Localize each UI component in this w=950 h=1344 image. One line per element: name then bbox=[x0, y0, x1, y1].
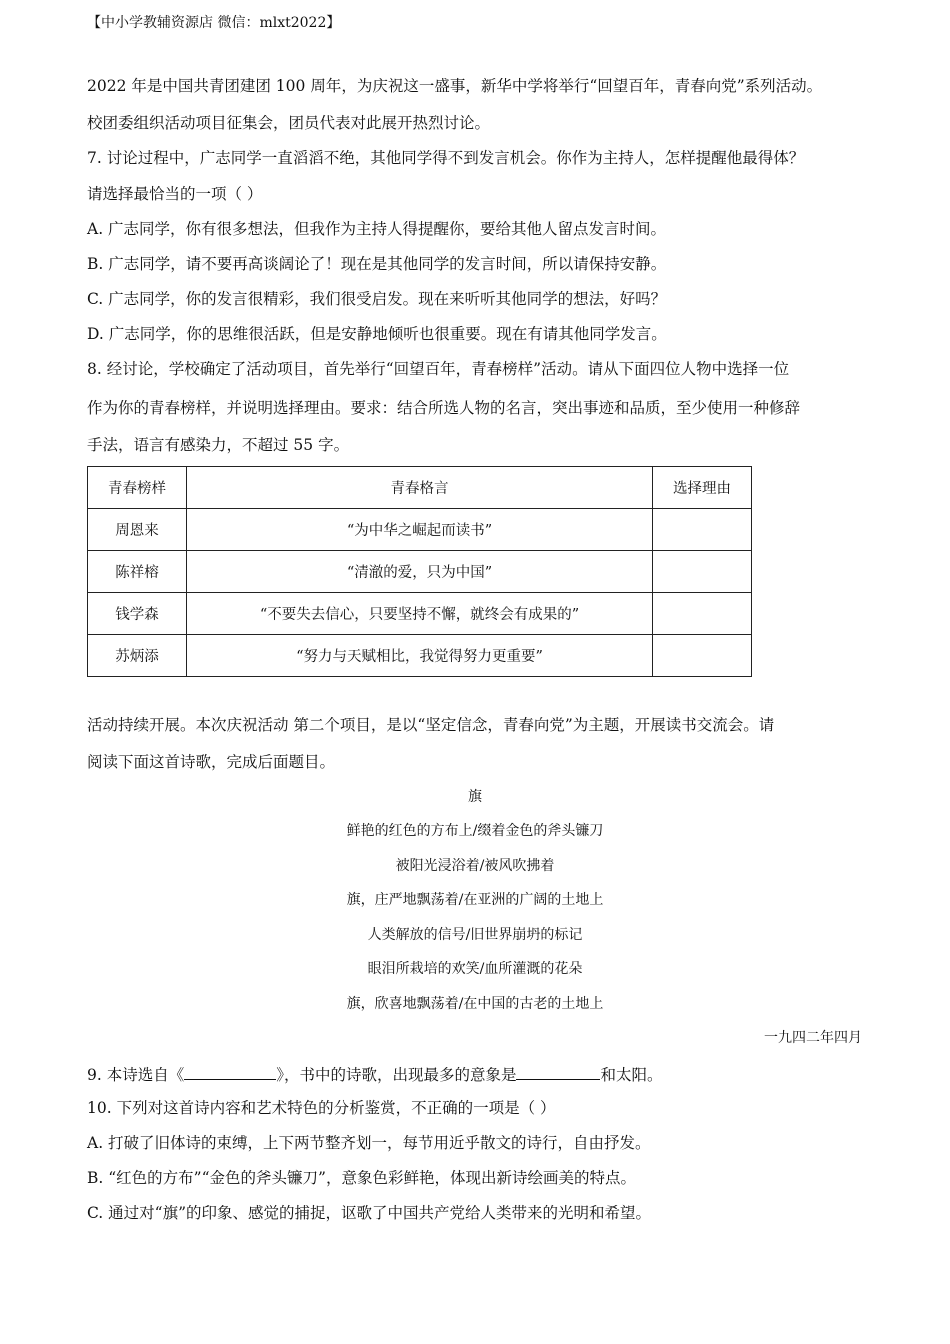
q7-stem-line-2: 请选择最恰当的一项（ ） bbox=[87, 185, 263, 203]
reason-blank-cell bbox=[653, 551, 752, 593]
table-header-row bbox=[88, 467, 752, 509]
poem-line: 旗，欣喜地飘荡着/在中国的古老的土地上 bbox=[346, 996, 604, 1012]
role-model-motto: “不要失去信心，只要坚持不懈，就终会有成果的” bbox=[187, 593, 653, 635]
q9-text-1: 9. 本诗选自《 bbox=[87, 1066, 185, 1084]
poem-line: 眼泪所栽培的欢笑/血所灌溉的花朵 bbox=[367, 961, 583, 977]
role-model-table bbox=[87, 466, 752, 677]
role-model-motto: “努力与天赋相比，我觉得努力更重要” bbox=[187, 635, 653, 677]
q9-answer-blank-book[interactable] bbox=[184, 1061, 276, 1080]
table-row bbox=[88, 635, 752, 677]
role-model-name: 陈祥榕 bbox=[88, 551, 187, 593]
q10-option-c: C. 通过对“旗”的印象、感觉的捕捉，讴歌了中国共产党给人类带来的光明和希望。 bbox=[87, 1204, 652, 1222]
intro-line-2: 校团委组织活动项目征集会，团员代表对此展开热烈讨论。 bbox=[87, 114, 491, 132]
q7-option-d: D. 广志同学，你的思维很活跃，但是安静地倾听也很重要。现在有请其他同学发言。 bbox=[87, 325, 667, 343]
header-reason: 选择理由 bbox=[653, 467, 752, 509]
header-motto: 青春格言 bbox=[187, 467, 653, 509]
q8-stem-line-3: 手法，语言有感染力，不超过 55 字。 bbox=[87, 436, 350, 454]
table-row bbox=[88, 551, 752, 593]
role-model-name: 苏炳添 bbox=[88, 635, 187, 677]
poem-line: 被阳光浸浴着/被风吹拂着 bbox=[395, 858, 555, 874]
role-model-motto: “为中华之崛起而读书” bbox=[187, 509, 653, 551]
q8-stem-line-1: 8. 经讨论，学校确定了活动项目，首先举行“回望百年，青春榜样”活动。请从下面四位人物中选择一位 bbox=[87, 360, 790, 378]
q8-stem-line-2: 作为你的青春榜样，并说明选择理由。要求：结合所选人物的名言，突出事迹和品质，至少使用一种修辞 bbox=[87, 399, 801, 417]
q7-option-a: A. 广志同学，你有很多想法，但我作为主持人得提醒你，要给其他人留点发言时间。 bbox=[87, 220, 667, 238]
poem-line: 鲜艳的红色的方布上/缀着金色的斧头镰刀 bbox=[346, 823, 604, 839]
header-role-model: 青春榜样 bbox=[88, 467, 187, 509]
q9-text-2: 》，书中的诗歌，出现最多的意象是 bbox=[276, 1066, 517, 1084]
q9-stem bbox=[87, 1061, 663, 1087]
poem-date: 一九四二年四月 bbox=[764, 1030, 862, 1046]
reason-blank-cell bbox=[653, 509, 752, 551]
q10-option-a: A. 打破了旧体诗的束缚，上下两节整齐划一，每节用近乎散文的诗行，自由抒发。 bbox=[87, 1134, 651, 1152]
reason-blank-cell bbox=[653, 593, 752, 635]
role-model-name: 周恩来 bbox=[88, 509, 187, 551]
intro-line-1: 2022 年是中国共青团建团 100 周年，为庆祝这一盛事，新华中学将举行“回望百年，青春向党”系列活动。 bbox=[87, 77, 823, 95]
role-model-motto: “清澈的爱，只为中国” bbox=[187, 551, 653, 593]
passage-line-1: 活动持续开展。本次庆祝活动 第二个项目，是以“坚定信念，青春向党”为主题，开展读书交流会。请 bbox=[87, 716, 775, 734]
q7-option-b: B. 广志同学，请不要再高谈阔论了！现在是其他同学的发言时间，所以请保持安静。 bbox=[87, 255, 667, 273]
poem-line: 人类解放的信号/旧世界崩坍的标记 bbox=[367, 927, 583, 943]
reason-blank-cell bbox=[653, 635, 752, 677]
source-watermark: 【中小学教辅资源店 微信：mlxt2022】 bbox=[87, 15, 341, 31]
q10-stem: 10. 下列对这首诗内容和艺术特色的分析鉴赏，不正确的一项是（ ） bbox=[87, 1099, 556, 1117]
q10-option-b: B. “红色的方布”“金色的斧头镰刀”，意象色彩鲜艳，体现出新诗绘画美的特点。 bbox=[87, 1169, 636, 1187]
table-row bbox=[88, 509, 752, 551]
table-row bbox=[88, 593, 752, 635]
poem-line: 旗，庄严地飘荡着/在亚洲的广阔的土地上 bbox=[346, 892, 604, 908]
q7-stem-line-1: 7. 讨论过程中，广志同学一直滔滔不绝，其他同学得不到发言机会。你作为主持人，怎样提醒他最得体？ bbox=[87, 149, 805, 167]
poem-title: 旗 bbox=[468, 789, 482, 805]
q9-answer-blank-image[interactable] bbox=[516, 1061, 600, 1080]
q9-text-3: 和太阳。 bbox=[600, 1066, 663, 1084]
role-model-name: 钱学森 bbox=[88, 593, 187, 635]
passage-line-2: 阅读下面这首诗歌，完成后面题目。 bbox=[87, 753, 336, 771]
q7-option-c: C. 广志同学，你的发言很精彩，我们很受启发。现在来听听其他同学的想法，好吗？ bbox=[87, 290, 667, 308]
